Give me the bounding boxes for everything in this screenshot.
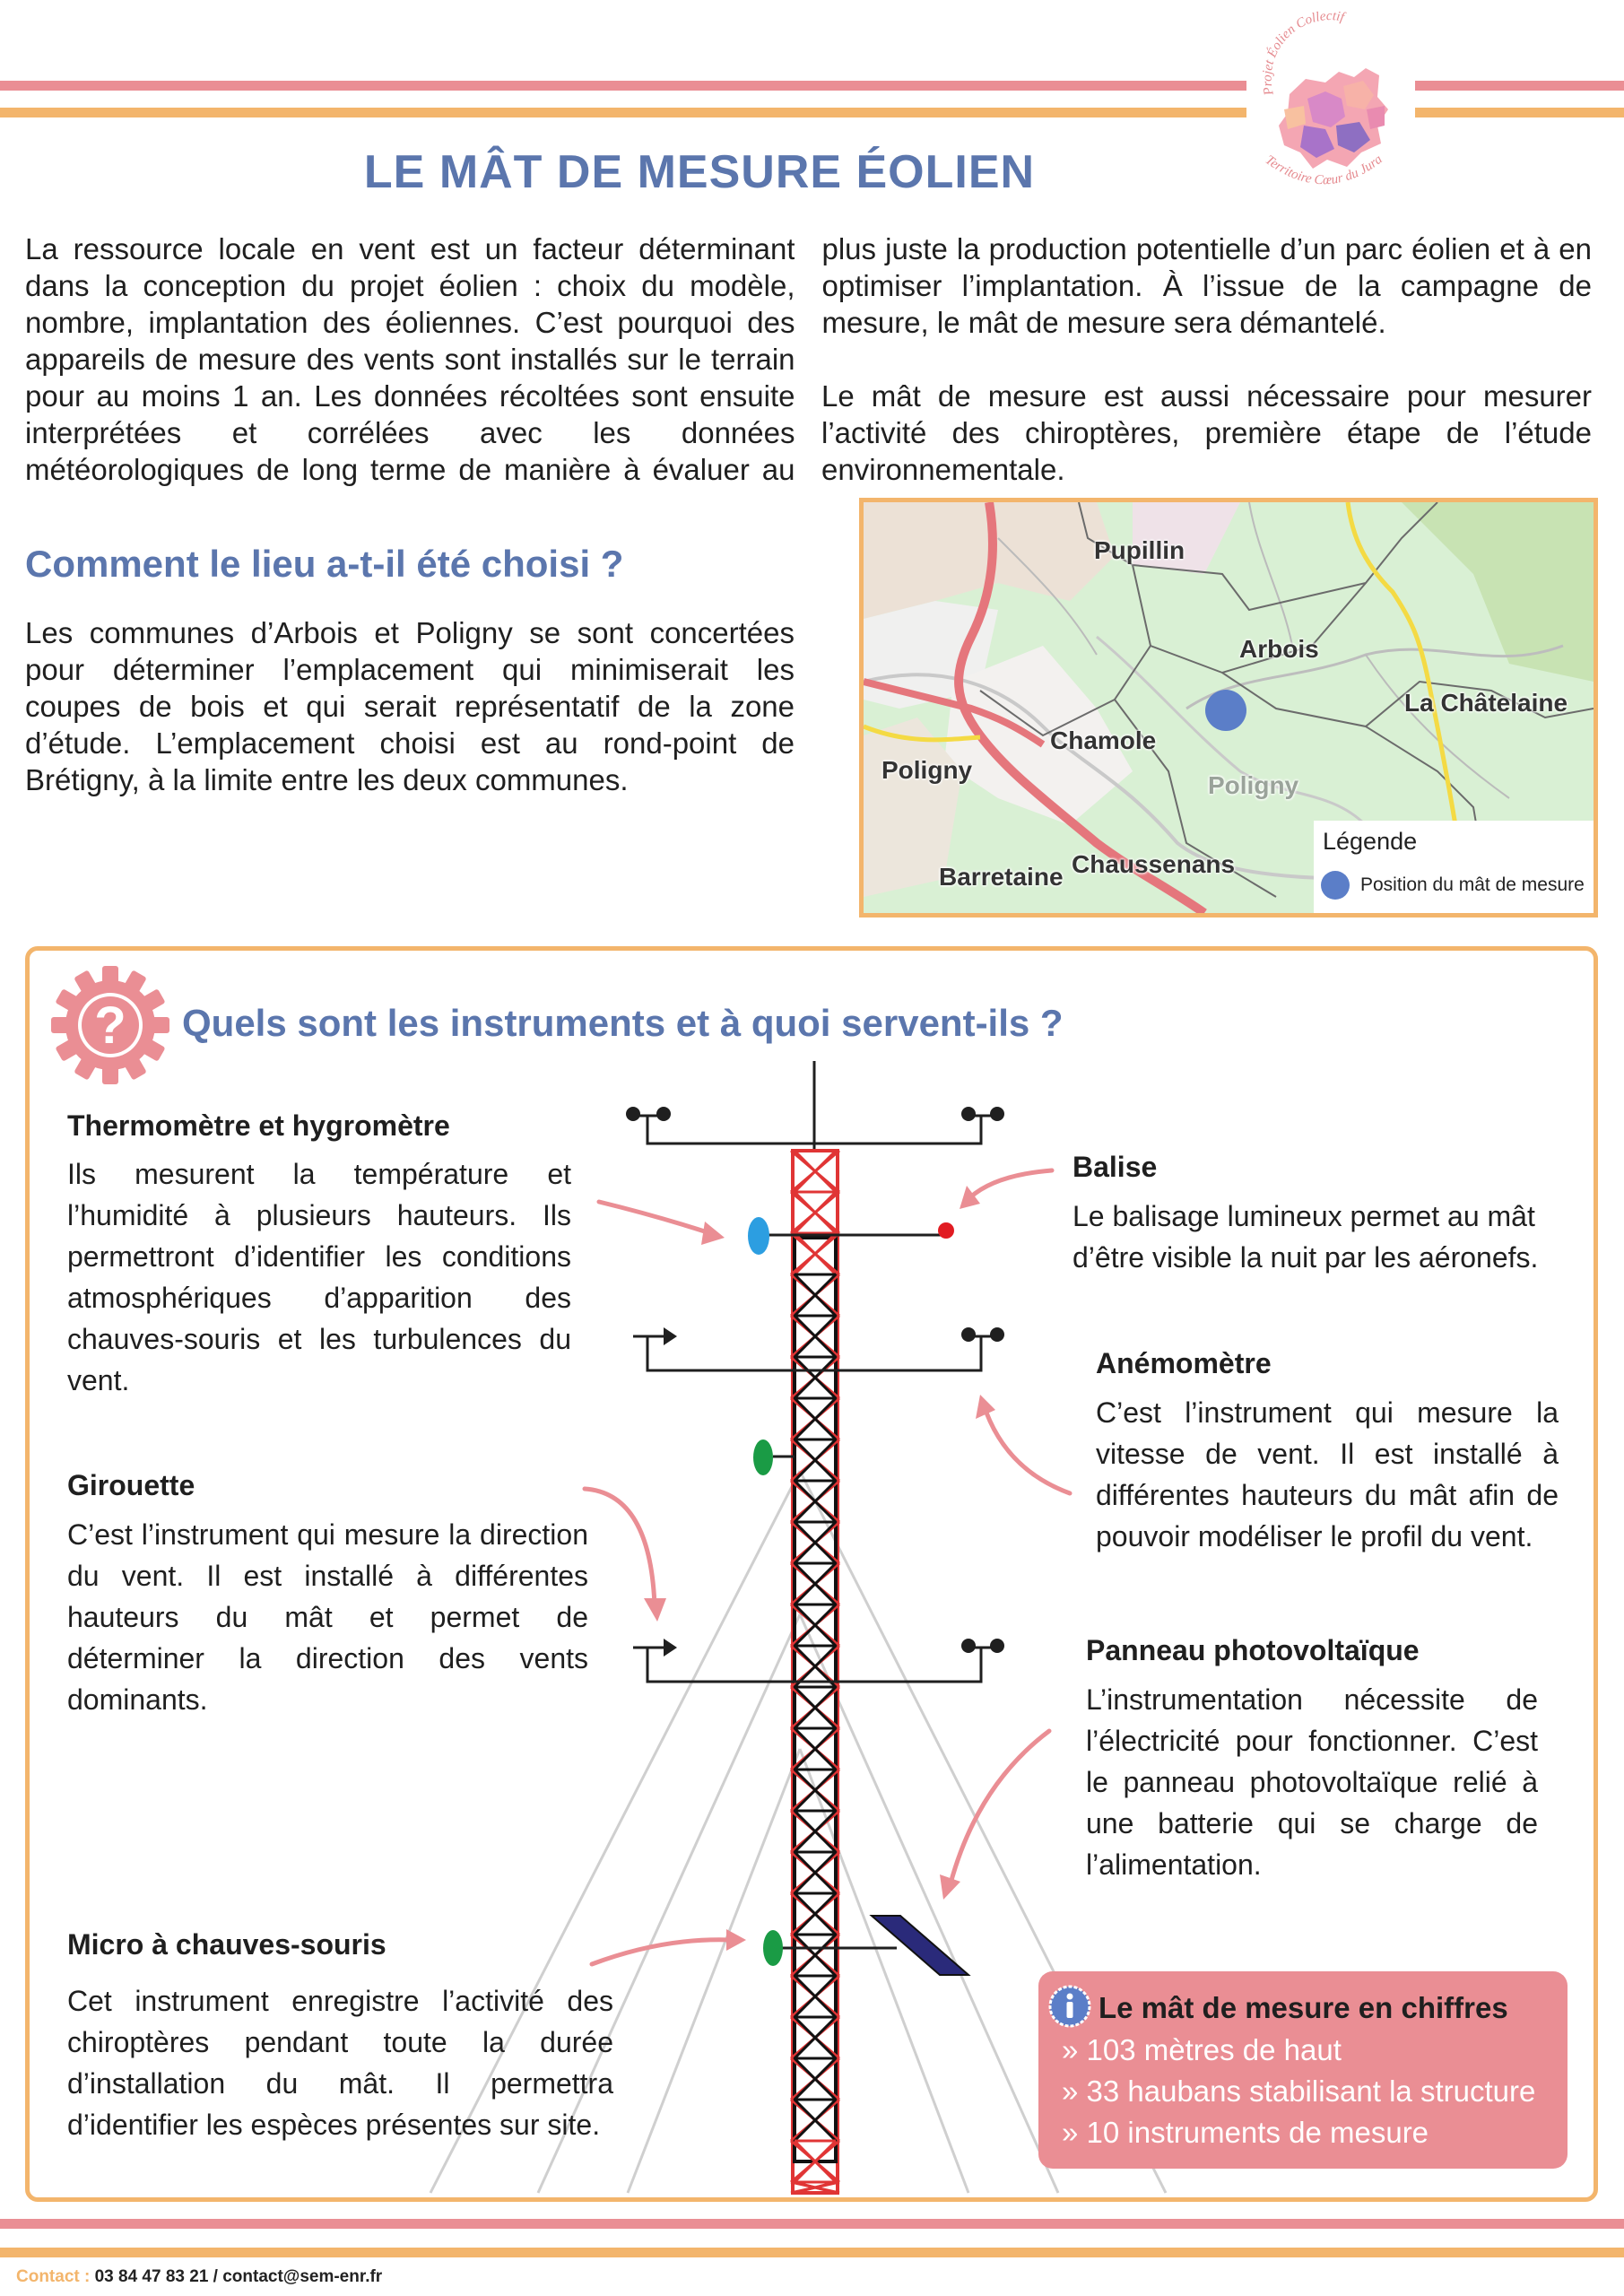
balise-text: Le balisage lumineux permet au mât d’être visible la nuit par les aéronefs. [1073,1200,1539,1274]
stats-item-guys: » 33 haubans stabilisant la structure [1062,2074,1536,2108]
logo-arc-text-bottom: Territoire Cœur du Jura [1262,152,1385,188]
map-label-la-chatelaine: La Châtelaine [1404,689,1568,717]
intro-paragraph-1: La ressource locale en vent est un facteur déterminant dans la conception du projet éolien : choix du modèle, nombre, implantation des éoliennes. C’est pourquoi des appareils de mesure des vents sont installés sur le terrain pour au moins 1 an. Les données récoltées sont ensuite interprétées et corrélées avec les données météorologiques de long terme de manière à évaluer au [25,232,795,486]
intro-paragraph-1-continued: plus juste la production potentielle d’un parc éolien et à en optimiser l’implantation. À l’issue de la campagne de mesure, le mât de mesure sera démantelé. [821,232,1592,339]
girouette-title: Girouette [67,1469,195,1501]
thermo-title: Thermomètre et hygromètre [67,1109,450,1142]
map-label-chamole: Chamole [1050,726,1157,754]
map-label-pupillin: Pupillin [1094,536,1185,564]
anemometre-title: Anémomètre [1096,1347,1272,1379]
contact-value: 03 84 47 83 21 / contact@sem-enr.fr [94,2267,383,2286]
panneau-text: L’instrumentation nécessite de l’électricité pour fonctionner. C’est le panneau photovoltaïque relié à une batterie qui se charge de l’alimentation. [1086,1683,1538,1881]
map-legend-title: Légende [1323,828,1418,855]
stats-item-height: » 103 mètres de haut [1062,2033,1342,2066]
stats-box [1038,1971,1568,2169]
panneau-title: Panneau photovoltaïque [1086,1634,1420,1666]
page-title: LE MÂT DE MESURE ÉOLIEN [363,146,1036,198]
instruments-heading: Quels sont les instruments et à quoi servent-ils ? [182,1002,1064,1044]
map-label-chaussenans: Chaussenans [1072,850,1236,878]
intro-paragraph-2: Le mât de mesure est aussi nécessaire pour mesurer l’activité des chiroptères, première étape de l’étude environnementale. [821,379,1592,486]
map-label-arbois: Arbois [1239,635,1319,663]
map-label-barretaine: Barretaine [939,863,1064,891]
map-label-poligny-town: Poligny [881,756,973,784]
girouette-text: C’est l’instrument qui mesure la direction du vent. Il est installé à différentes hauteurs du mât et permet de déterminer la direction des vents dominants. [67,1518,588,1716]
map-label-poligny-area: Poligny [1208,771,1299,799]
balise-title: Balise [1073,1151,1158,1183]
micro-title: Micro à chauves-souris [67,1928,386,1961]
stats-item-instruments: » 10 instruments de mesure [1062,2116,1429,2149]
contact-line [16,2267,382,2287]
bottom-band-pink [0,2219,1624,2229]
info-icon [1047,1984,1092,2029]
logo-arc-text-top: Projet Éolien Collectif [1260,9,1346,97]
map-legend-item: Position du mât de mesure [1360,874,1585,895]
contact-label: Contact : [16,2267,91,2286]
stats-title: Le mât de mesure en chiffres [1099,1991,1508,2024]
anemometre-text: C’est l’instrument qui mesure la vitesse de vent. Il est installé à différentes hauteurs du mât afin de pouvoir modéliser le profil du vent. [1096,1396,1559,1552]
micro-text: Cet instrument enregistre l’activité des chiroptères pendant toute la durée d’installation du mât. Il permettra d’identifier les espèces présentes sur site. [67,1985,613,2141]
svg-text:?: ? [94,996,126,1055]
location-text: Les communes d’Arbois et Poligny se sont concertées pour déterminer l’emplacement qui minimiserait les coupes de bois et qui serait représentatif de la zone d’étude. L’emplacement choisi est au rond-point de Brétigny, à la limite entre les deux communes. [25,616,795,796]
thermo-text: Ils mesurent la température et l’humidité à plusieurs hauteurs. Ils permettront d’identifier les conditions atmosphériques d’apparition des chauves-souris et les turbulences du vent. [67,1158,571,1396]
bottom-band-orange [0,2248,1624,2257]
location-heading: Comment le lieu a-t-il été choisi ? [25,543,624,585]
